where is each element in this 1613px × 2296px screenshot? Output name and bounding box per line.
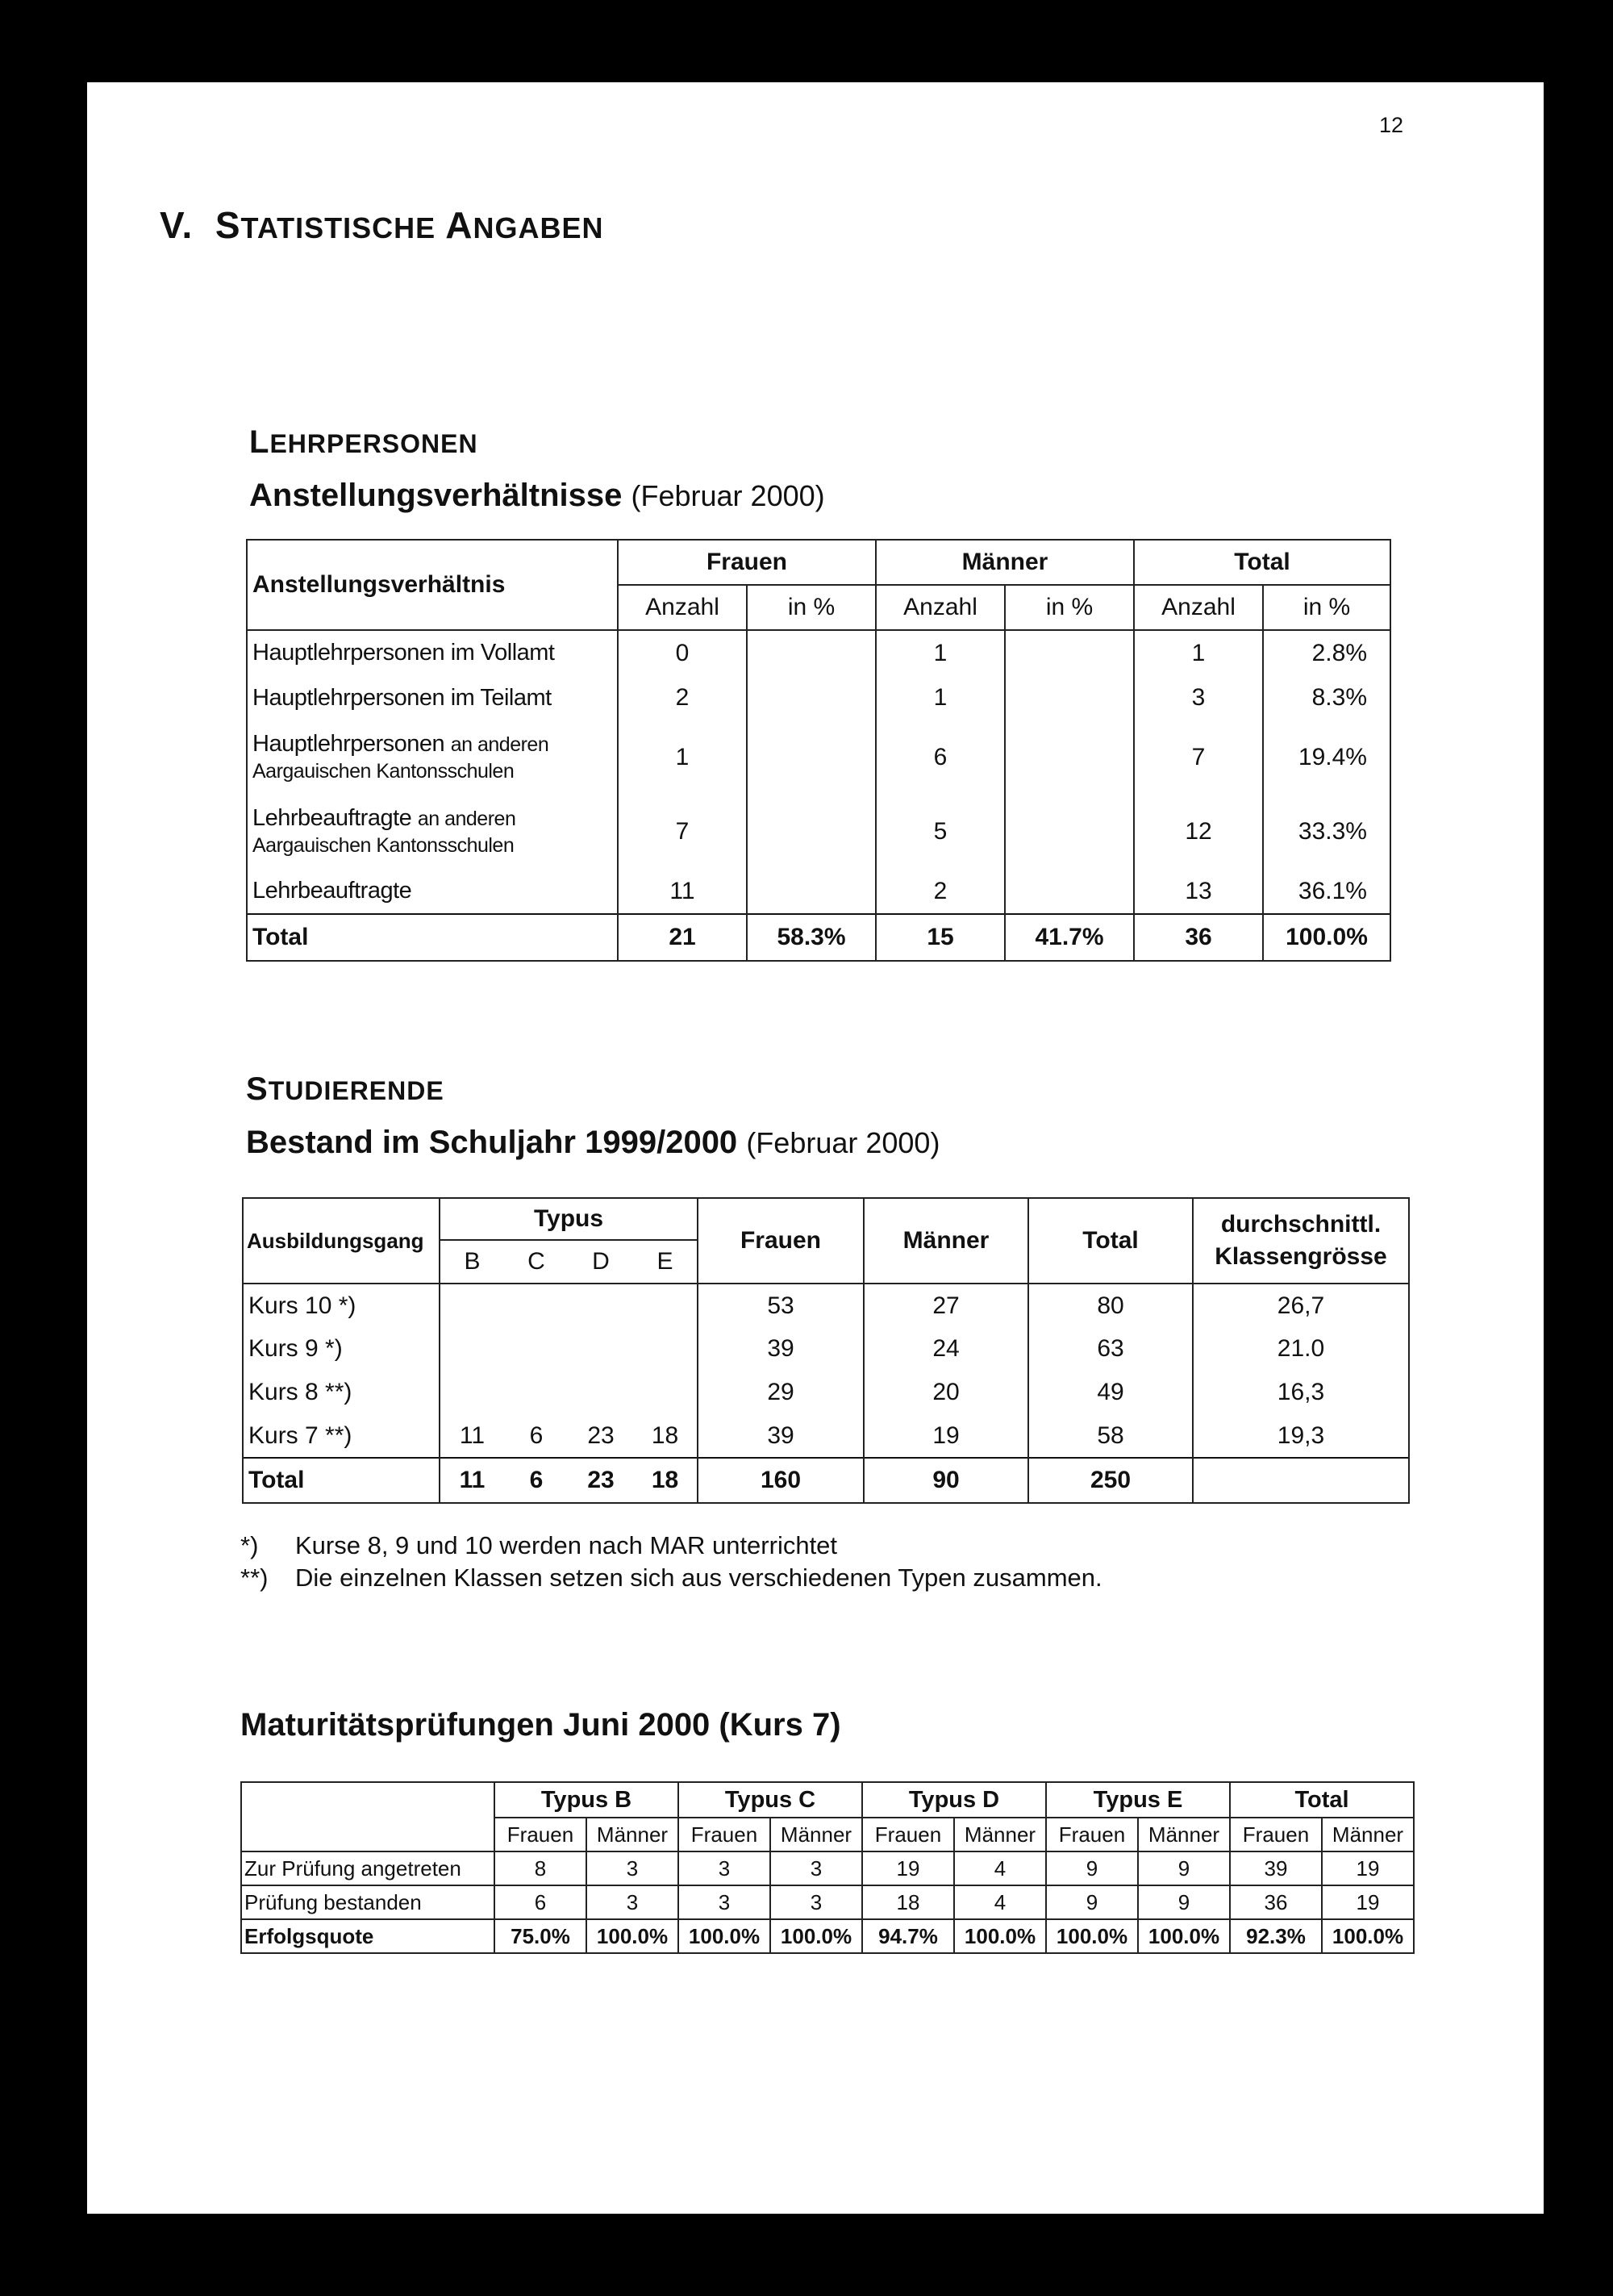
typus-col: D xyxy=(569,1240,633,1284)
cell: 11 xyxy=(618,869,747,914)
cell: 19 xyxy=(1322,1851,1414,1885)
typus-col: B xyxy=(440,1240,504,1284)
cell: 58 xyxy=(1028,1414,1193,1458)
cell: 100.0% xyxy=(954,1919,1046,1953)
cell: 3 xyxy=(1134,675,1263,720)
cell xyxy=(747,675,876,720)
cell: 21 xyxy=(618,914,747,961)
cell: 1 xyxy=(876,675,1005,720)
cell: 18 xyxy=(633,1458,698,1503)
cell: 1 xyxy=(618,720,747,795)
section-subtitle-exams: Maturitätsprüfungen Juni 2000 (Kurs 7) xyxy=(240,1707,841,1743)
group-header: Typus E xyxy=(1046,1782,1230,1818)
cell: 19.4% xyxy=(1263,720,1390,795)
cell xyxy=(504,1284,569,1327)
cell: 36 xyxy=(1230,1885,1322,1919)
row-label: Lehrbeauftragte xyxy=(247,869,618,914)
subheader: Männer xyxy=(586,1818,678,1851)
section-heading-teachers: LEHRPERSONEN xyxy=(249,424,478,460)
subheader: Frauen xyxy=(1230,1818,1322,1851)
row-label: Kurs 8 **) xyxy=(243,1371,440,1414)
cell: 1 xyxy=(1134,630,1263,675)
cell: 100.0% xyxy=(770,1919,862,1953)
cell xyxy=(747,630,876,675)
cell: 3 xyxy=(678,1851,770,1885)
cell: 100.0% xyxy=(1046,1919,1138,1953)
cell xyxy=(569,1327,633,1371)
subheader: Männer xyxy=(954,1818,1046,1851)
cell: 0 xyxy=(618,630,747,675)
section-subtitle-students: Bestand im Schuljahr 1999/2000 (Februar 2000) xyxy=(246,1125,940,1160)
subheader: Frauen xyxy=(862,1818,954,1851)
cell xyxy=(569,1284,633,1327)
total-row xyxy=(241,1919,1414,1953)
footnote: *) Kurse 8, 9 und 10 werden nach MAR unterrichtet xyxy=(240,1531,838,1559)
cell: 9 xyxy=(1046,1885,1138,1919)
group-header-total: Total xyxy=(1134,540,1390,585)
section-subtitle-teachers: Anstellungsverhältnisse (Februar 2000) xyxy=(249,478,825,513)
row-label: Zur Prüfung angetreten xyxy=(241,1851,494,1885)
cell: 94.7% xyxy=(862,1919,954,1953)
table-row xyxy=(241,1885,1414,1919)
exams-table xyxy=(240,1781,1415,1954)
cell: 4 xyxy=(954,1851,1046,1885)
cell: 19 xyxy=(864,1414,1028,1458)
cell xyxy=(633,1327,698,1371)
cell xyxy=(504,1327,569,1371)
cell: 3 xyxy=(586,1885,678,1919)
cell: 26,7 xyxy=(1193,1284,1409,1327)
col-header-program: Ausbildungsgang xyxy=(243,1198,440,1284)
cell: 39 xyxy=(698,1414,864,1458)
cell xyxy=(440,1371,504,1414)
table-row xyxy=(247,869,1390,914)
cell: 2 xyxy=(876,869,1005,914)
group-header: Typus B xyxy=(494,1782,678,1818)
cell: 16,3 xyxy=(1193,1371,1409,1414)
total-row xyxy=(247,914,1390,961)
cell xyxy=(1005,869,1134,914)
cell: 11 xyxy=(440,1414,504,1458)
cell: 100.0% xyxy=(1138,1919,1230,1953)
typus-col: E xyxy=(633,1240,698,1284)
cell: 33.3% xyxy=(1263,795,1390,869)
table-row xyxy=(247,795,1390,869)
page-number: 12 xyxy=(1378,113,1403,137)
cell: 90 xyxy=(864,1458,1028,1503)
cell xyxy=(504,1371,569,1414)
col-header-women: Frauen xyxy=(698,1198,864,1284)
group-header-men: Männer xyxy=(876,540,1134,585)
cell xyxy=(569,1371,633,1414)
table-row xyxy=(243,1284,1409,1327)
row-label: Kurs 7 **) xyxy=(243,1414,440,1458)
row-label: Lehrbeauftragte an anderen Aargauischen Kantonsschulen xyxy=(247,795,618,869)
row-label: Hauptlehrpersonen im Teilamt xyxy=(247,675,618,720)
table-row xyxy=(243,1414,1409,1458)
cell xyxy=(440,1327,504,1371)
cell xyxy=(1193,1458,1409,1503)
cell: 100.0% xyxy=(1263,914,1390,961)
cell: 36 xyxy=(1134,914,1263,961)
cell: 39 xyxy=(1230,1851,1322,1885)
subheader: Frauen xyxy=(1046,1818,1138,1851)
footnote: **) Die einzelnen Klassen setzen sich aus verschiedenen Typen zusammen. xyxy=(240,1563,1102,1592)
cell: 160 xyxy=(698,1458,864,1503)
table-row xyxy=(241,1851,1414,1885)
cell: 23 xyxy=(587,1421,615,1449)
subheader: Frauen xyxy=(678,1818,770,1851)
cell: 9 xyxy=(1046,1851,1138,1885)
table-row xyxy=(247,630,1390,675)
cell: 100.0% xyxy=(678,1919,770,1953)
group-header: Total xyxy=(1230,1782,1414,1818)
cell: 3 xyxy=(770,1885,862,1919)
cell: 63 xyxy=(1028,1327,1193,1371)
cell xyxy=(747,720,876,795)
cell: 3 xyxy=(586,1851,678,1885)
cell: 49 xyxy=(1028,1371,1193,1414)
row-label: Hauptlehrpersonen an anderen Aargauischen Kantonsschulen xyxy=(247,720,618,795)
cell: 7 xyxy=(1134,720,1263,795)
cell: 4 xyxy=(954,1885,1046,1919)
cell: 3 xyxy=(770,1851,862,1885)
cell: 53 xyxy=(698,1284,864,1327)
cell: 27 xyxy=(864,1284,1028,1327)
subheader: Männer xyxy=(1138,1818,1230,1851)
cell: 29 xyxy=(698,1371,864,1414)
cell: 58.3% xyxy=(747,914,876,961)
cell xyxy=(440,1284,504,1327)
subheader: in % xyxy=(1005,585,1134,630)
cell: 15 xyxy=(876,914,1005,961)
cell: 6 xyxy=(876,720,1005,795)
subheader: in % xyxy=(1263,585,1390,630)
cell xyxy=(747,869,876,914)
cell: 250 xyxy=(1028,1458,1193,1503)
cell: 41.7% xyxy=(1005,914,1134,961)
subheader: Anzahl xyxy=(876,585,1005,630)
subheader: in % xyxy=(747,585,876,630)
cell: 7 xyxy=(618,795,747,869)
cell: 23 xyxy=(569,1458,633,1503)
row-label: Erfolgsquote xyxy=(241,1919,494,1953)
table-row xyxy=(247,720,1390,795)
cell: 100.0% xyxy=(586,1919,678,1953)
page-title: V. STATISTISCHE ANGABEN xyxy=(160,204,604,246)
cell: 36.1% xyxy=(1263,869,1390,914)
table-row xyxy=(243,1371,1409,1414)
typus-col: C xyxy=(504,1240,569,1284)
table-row xyxy=(243,1327,1409,1371)
cell: 21.0 xyxy=(1193,1327,1409,1371)
cell xyxy=(633,1371,698,1414)
footnotes xyxy=(240,1530,1102,1594)
subheader: Frauen xyxy=(494,1818,586,1851)
cell xyxy=(747,795,876,869)
cell: 19 xyxy=(1322,1885,1414,1919)
section-heading-students: STUDIERENDE xyxy=(246,1071,444,1107)
subheader: Männer xyxy=(770,1818,862,1851)
cell: 11 xyxy=(440,1458,504,1503)
total-row xyxy=(243,1458,1409,1503)
cell: 75.0% xyxy=(494,1919,586,1953)
cell: 9 xyxy=(1138,1851,1230,1885)
group-header: Typus C xyxy=(678,1782,862,1818)
subheader: Anzahl xyxy=(618,585,747,630)
cell xyxy=(1005,675,1134,720)
typus-header: Typus xyxy=(440,1198,698,1240)
table-row xyxy=(247,675,1390,720)
cell: 20 xyxy=(864,1371,1028,1414)
cell: 18 xyxy=(633,1414,698,1458)
cell: 6 xyxy=(504,1458,569,1503)
cell: 19 xyxy=(862,1851,954,1885)
row-label: Prüfung bestanden xyxy=(241,1885,494,1919)
row-label: Kurs 9 *) xyxy=(243,1327,440,1371)
cell: 18 xyxy=(862,1885,954,1919)
cell xyxy=(633,1284,698,1327)
teachers-table xyxy=(246,539,1391,962)
col-header-men: Männer xyxy=(864,1198,1028,1284)
cell: 100.0% xyxy=(1322,1919,1414,1953)
col-header-avg-class-size: durchschnittl. Klassengrösse xyxy=(1193,1198,1409,1284)
cell: 5 xyxy=(876,795,1005,869)
cell xyxy=(1005,795,1134,869)
cell: 8 xyxy=(494,1851,586,1885)
row-label: Total xyxy=(243,1458,440,1503)
subheader: Männer xyxy=(1322,1818,1414,1851)
group-header: Typus D xyxy=(862,1782,1046,1818)
group-header-women: Frauen xyxy=(618,540,876,585)
cell: 2.8% xyxy=(1263,630,1390,675)
cell: 9 xyxy=(1138,1885,1230,1919)
cell xyxy=(1005,720,1134,795)
cell: 12 xyxy=(1134,795,1263,869)
cell: 92.3% xyxy=(1230,1919,1322,1953)
cell: 8.3% xyxy=(1263,675,1390,720)
students-table xyxy=(242,1197,1410,1504)
row-label: Hauptlehrpersonen im Vollamt xyxy=(247,630,618,675)
subheader: Anzahl xyxy=(1134,585,1263,630)
empty-header xyxy=(241,1782,494,1851)
cell: 80 xyxy=(1028,1284,1193,1327)
cell: 19,3 xyxy=(1193,1414,1409,1458)
row-label: Total xyxy=(247,914,618,961)
cell: 24 xyxy=(864,1327,1028,1371)
col-header-total: Total xyxy=(1028,1198,1193,1284)
cell: 2 xyxy=(618,675,747,720)
cell xyxy=(1005,630,1134,675)
cell: 6 xyxy=(529,1421,544,1449)
col-header-employment: Anstellungsverhältnis xyxy=(247,540,618,630)
cell: 39 xyxy=(698,1327,864,1371)
cell: 3 xyxy=(678,1885,770,1919)
cell: 13 xyxy=(1134,869,1263,914)
row-label: Kurs 10 *) xyxy=(243,1284,440,1327)
cell: 6 xyxy=(494,1885,586,1919)
cell: 1 xyxy=(876,630,1005,675)
